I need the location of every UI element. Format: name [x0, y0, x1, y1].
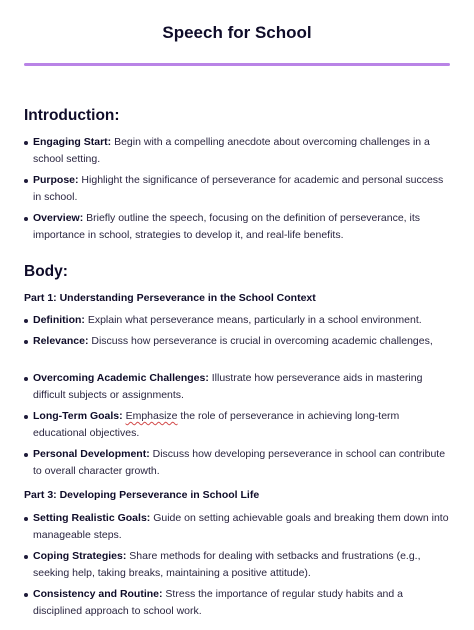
part-1-list [24, 312, 450, 350]
item-text: Briefly outline the speech, focusing on the definition of perseverance, its importance in school, strategies to develop it, and real-life benefits. [33, 212, 420, 241]
item-term: Overcoming Academic Challenges: [33, 372, 209, 384]
item-text: Highlight the significance of perseverance for academic and personal success in school. [33, 174, 444, 203]
item-text: Discuss how developing perseverance in school can contribute to overall character growth. [33, 448, 446, 477]
introduction-heading: Introduction: [24, 107, 120, 124]
title-divider [24, 63, 450, 66]
list-item [24, 172, 450, 206]
item-term: Coping Strategies: [33, 550, 127, 562]
list-item [24, 134, 450, 168]
item-term: Engaging Start: [33, 136, 112, 148]
part-1-heading: Part 1: Understanding Perseverance in the School Context [24, 292, 316, 304]
item-text: Share methods for dealing with setbacks and frustrations (e.g., seeking help, taking breaks, maintaining a positive attitude). [33, 550, 421, 579]
document-title: Speech for School [162, 23, 312, 42]
item-text: Explain what perseverance means, particularly in a school environment. [84, 314, 422, 326]
part-2-list [24, 370, 450, 480]
list-item [24, 408, 450, 442]
item-term: Personal Development: [33, 448, 150, 460]
list-item [24, 370, 450, 404]
list-item [24, 312, 450, 329]
list-item [24, 210, 450, 244]
item-text: Guide on setting achievable goals and breaking them down into manageable steps. [33, 512, 449, 541]
item-term: Consistency and Routine: [33, 588, 163, 600]
item-text: Begin with a compelling anecdote about overcoming challenges in a school setting. [33, 136, 430, 165]
part-3-heading: Part 3: Developing Perseverance in School Life [24, 489, 260, 501]
item-term: Purpose: [33, 174, 79, 186]
list-item [24, 586, 450, 620]
item-term: Long-Term Goals: [33, 410, 123, 422]
item-text: Discuss how perseverance is crucial in overcoming academic challenges, [88, 335, 433, 347]
list-item [24, 333, 450, 350]
introduction-list [24, 134, 450, 244]
item-term: Relevance: [33, 335, 89, 347]
item-term: Overview: [33, 212, 84, 224]
item-text: the role of perseverance in achieving long-term educational objectives. [33, 410, 400, 439]
body-heading: Body: [24, 263, 68, 280]
item-text: Stress the importance of regular study habits and a disciplined approach to school work. [33, 588, 403, 617]
list-item [24, 446, 450, 480]
list-item [24, 510, 450, 544]
part-3-list [24, 510, 450, 620]
item-term: Setting Realistic Goals: [33, 512, 151, 524]
list-item [24, 548, 450, 582]
item-text: Illustrate how perseverance aids in mastering difficult subjects or assignments. [33, 372, 423, 401]
item-term: Definition: [33, 314, 85, 326]
item-emphasis: Emphasize [125, 410, 178, 422]
